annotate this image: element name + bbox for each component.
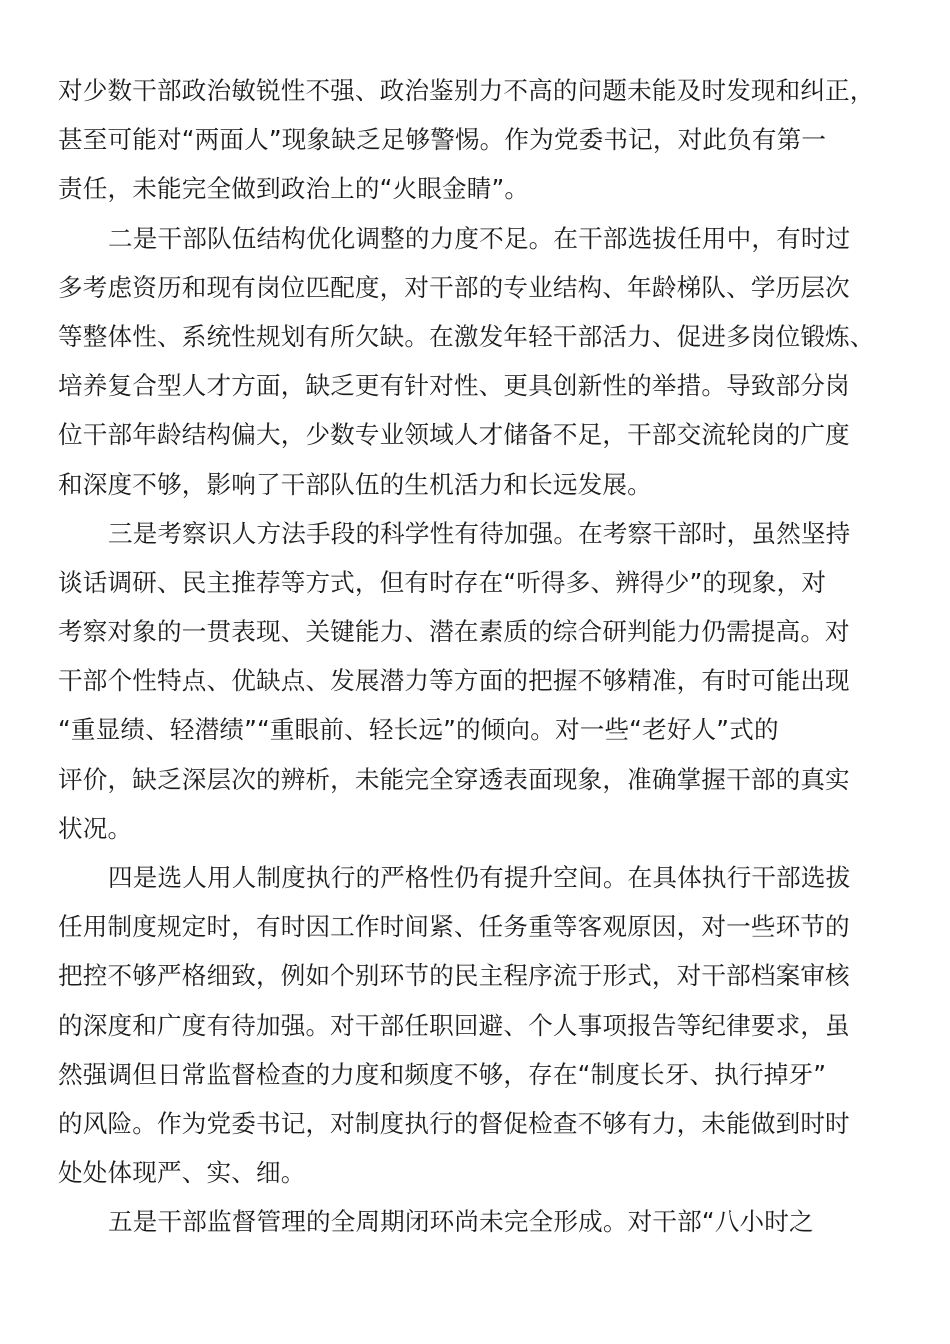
text-line: “重显绩、轻潜绩”“重眼前、轻长远”的倾向。对一些“老好人”式的	[58, 715, 779, 745]
text-line: 和深度不够，影响了干部队伍的生机活力和长远发展。	[58, 469, 652, 499]
text-line: 干部个性特点、优缺点、发展潜力等方面的把握不够精准，有时可能出现	[58, 666, 850, 696]
paragraph-item-four	[58, 853, 898, 1197]
text-line: 甚至可能对“两面人”现象缺乏足够警惕。作为党委书记，对此负有第一	[58, 125, 827, 155]
text-line: 考察对象的一贯表现、关键能力、潜在素质的综合研判能力仍需提高。对	[58, 617, 850, 647]
text-line: 的风险。作为党委书记，对制度执行的督促检查不够有力，未能做到时时	[58, 1108, 850, 1138]
text-line: 四是选人用人制度执行的严格性仍有提升空间。在具体执行干部选拔	[108, 863, 851, 892]
document-page	[58, 66, 898, 1247]
paragraph-item-two	[58, 214, 898, 509]
text-line: 位干部年龄结构偏大，少数专业领域人才储备不足，干部交流轮岗的广度	[58, 420, 850, 450]
text-line: 责任，未能完全做到政治上的“火眼金睛”。	[58, 174, 530, 204]
text-line: 对少数干部政治敏锐性不强、政治鉴别力不高的问题未能及时发现和纠正，	[58, 76, 875, 105]
text-line: 然强调但日常监督检查的力度和频度不够，存在“制度长牙、执行掉牙”	[58, 1059, 827, 1089]
text-line: 二是干部队伍结构优化调整的力度不足。在干部选拔任用中，有时过	[108, 223, 851, 253]
paragraph-item-five	[58, 1197, 898, 1246]
text-line: 三是考察识人方法手段的科学性有待加强。在考察干部时，虽然坚持	[108, 518, 851, 548]
text-line: 任用制度规定时，有时因工作时间紧、任务重等客观原因，对一些环节的	[58, 912, 850, 942]
text-line: 五是干部监督管理的全周期闭环尚未完全形成。对干部“八小时之	[108, 1207, 814, 1237]
text-line: 等整体性、系统性规划有所欠缺。在激发年轻干部活力、促进多岗位锻炼、	[58, 321, 875, 351]
paragraph-item-three	[58, 509, 898, 853]
text-line: 的深度和广度有待加强。对干部任职回避、个人事项报告等纪律要求，虽	[58, 1010, 850, 1040]
paragraph-continued	[58, 66, 898, 214]
text-line: 把控不够严格细致，例如个别环节的民主程序流于形式，对干部档案审核	[58, 961, 850, 991]
text-line: 状况。	[58, 813, 133, 843]
text-line: 谈话调研、民主推荐等方式，但有时存在“听得多、辨得少”的现象，对	[58, 567, 827, 597]
text-line: 处处体现严、实、细。	[58, 1158, 306, 1188]
text-line: 多考虑资历和现有岗位匹配度，对干部的专业结构、年龄梯队、学历层次	[58, 272, 850, 302]
text-line: 培养复合型人才方面，缺乏更有针对性、更具创新性的举措。导致部分岗	[58, 371, 850, 401]
text-line: 评价，缺乏深层次的辨析，未能完全穿透表面现象，准确掌握干部的真实	[58, 764, 850, 794]
